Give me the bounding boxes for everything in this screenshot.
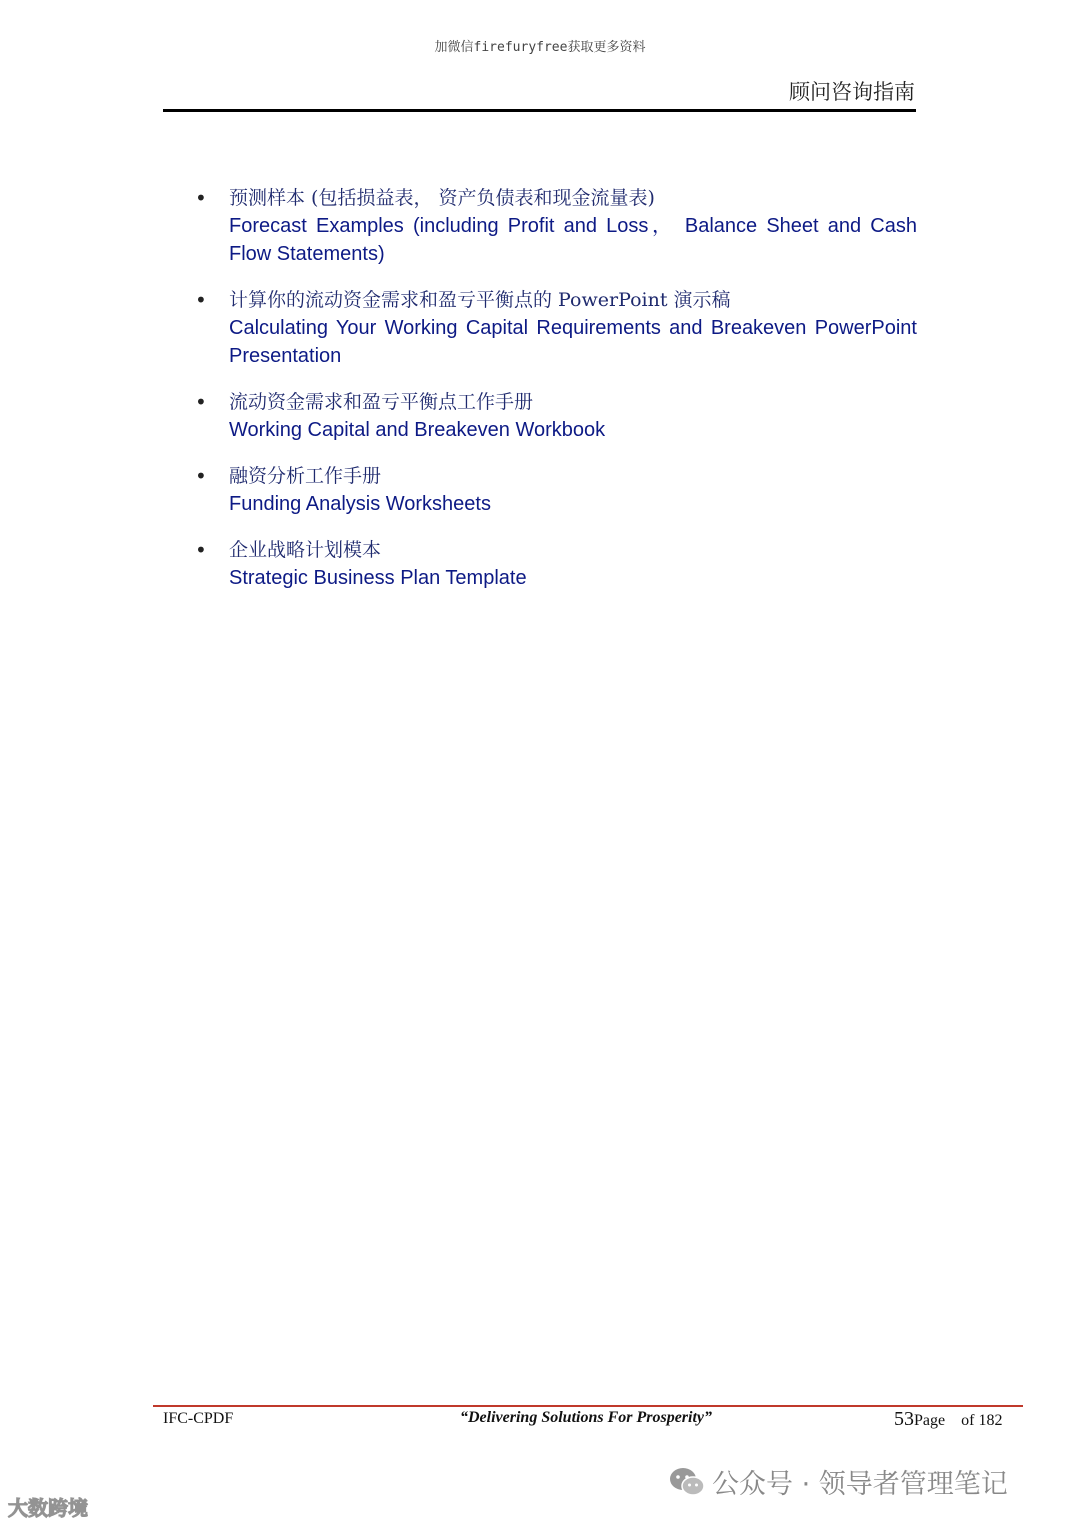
item-chinese-text: 融资分析工作手册 bbox=[229, 465, 382, 487]
page-header-title: 顾问咨询指南 bbox=[789, 80, 915, 104]
footer-organization: IFC-CPDF bbox=[163, 1410, 234, 1427]
watermark-left: 大数跨境 bbox=[8, 1496, 88, 1520]
bullet-icon: • bbox=[195, 288, 207, 312]
bullet-icon: • bbox=[195, 186, 207, 210]
list-item bbox=[195, 462, 917, 518]
footer-page-info bbox=[894, 1408, 1002, 1431]
item-english-text: Forecast Examples (including Profit and Loss， Balance Sheet and Cash Flow Statements) bbox=[229, 215, 917, 265]
bullet-icon: • bbox=[195, 390, 207, 414]
resource-list bbox=[195, 184, 917, 610]
item-chinese-text: 流动资金需求和盈亏平衡点工作手册 bbox=[229, 391, 534, 413]
page-number: 53 bbox=[894, 1408, 914, 1430]
item-chinese-text: 计算你的流动资金需求和盈亏平衡点的 PowerPoint 演示稿 bbox=[229, 289, 731, 311]
item-english-text: Funding Analysis Worksheets bbox=[229, 493, 491, 515]
page-total: of 182 bbox=[961, 1412, 1003, 1429]
bullet-icon: • bbox=[195, 538, 207, 562]
list-item bbox=[195, 388, 917, 444]
header-divider bbox=[163, 109, 916, 112]
item-english-text: Strategic Business Plan Template bbox=[229, 567, 527, 589]
item-chinese-text: 企业战略计划模本 bbox=[229, 539, 382, 561]
item-chinese-text: 预测样本 (包括损益表， 资产负债表和现金流量表) bbox=[229, 187, 655, 209]
footer-slogan: “Delivering Solutions For Prosperity” bbox=[460, 1409, 713, 1426]
list-item bbox=[195, 286, 917, 370]
list-item bbox=[195, 536, 917, 592]
item-english-text: Calculating Your Working Capital Requirements and Breakeven PowerPoint Presentation bbox=[229, 317, 917, 367]
top-note: 加微信firefuryfree获取更多资料 bbox=[434, 40, 646, 55]
bullet-icon: • bbox=[195, 464, 207, 488]
list-item bbox=[195, 184, 917, 268]
watermark-right-text: 公众号 · 领导者管理笔记 bbox=[712, 1469, 1008, 1500]
watermark-right bbox=[668, 1462, 1008, 1501]
wechat-icon bbox=[668, 1466, 706, 1498]
footer-divider bbox=[153, 1405, 1023, 1407]
item-english-text: Working Capital and Breakeven Workbook bbox=[229, 419, 606, 441]
page-word: Page bbox=[914, 1412, 946, 1429]
